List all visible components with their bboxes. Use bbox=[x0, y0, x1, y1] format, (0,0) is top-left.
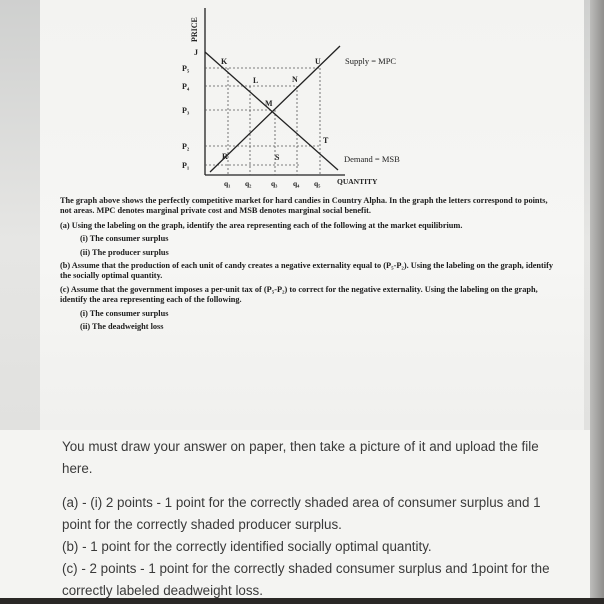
part-a bbox=[60, 221, 560, 231]
part-c-label: (c) bbox=[60, 284, 70, 294]
price-label-p4: P₄ bbox=[182, 82, 190, 91]
part-c-text: Assume that the government imposes a per-unit tax of (P₅-P₂) to correct for the negative externality. Using the labeling on the graph, identify the area representing each of the following. bbox=[60, 284, 538, 305]
price-label-p2: P₂ bbox=[182, 142, 190, 151]
y-axis-label: PRICE bbox=[190, 17, 199, 42]
price-label-p5: P₅ bbox=[182, 64, 190, 73]
part-a-ii: (ii) The producer surplus bbox=[80, 247, 169, 257]
price-label-p1: P₁ bbox=[182, 161, 190, 170]
rubric-part-b: (b) - 1 point for the correctly identified socially optimal quantity. bbox=[62, 539, 432, 554]
instruction-draw-upload: You must draw your answer on paper, then take a picture of it and upload the file here. bbox=[62, 439, 539, 476]
quantity-label-q5: q₅ bbox=[314, 179, 321, 188]
point-label-l: L bbox=[253, 76, 259, 85]
supply-label: Supply = MPC bbox=[345, 56, 397, 66]
point-label-t: T bbox=[323, 136, 329, 145]
part-a-i: (i) The consumer surplus bbox=[80, 234, 169, 244]
point-label-s: S bbox=[275, 153, 280, 162]
part-b bbox=[60, 261, 560, 282]
price-label-p3: P₃ bbox=[182, 106, 190, 115]
point-label-j: J bbox=[194, 48, 198, 57]
point-label-u: U bbox=[315, 57, 321, 66]
quantity-label-q2: q₂ bbox=[245, 179, 252, 188]
upload-instructions bbox=[62, 436, 562, 602]
quantity-label-q1: q₁ bbox=[224, 179, 231, 188]
rubric-part-c: (c) - 2 points - 1 point for the correctly shaded consumer surplus and 1point for the correctly labeled deadweight loss. bbox=[62, 561, 550, 598]
part-c-ii: (ii) The deadweight loss bbox=[80, 322, 164, 332]
point-label-k: K bbox=[221, 57, 228, 66]
supply-demand-graph bbox=[0, 0, 604, 200]
demand-label: Demand = MSB bbox=[344, 154, 400, 164]
point-label-m: M bbox=[265, 99, 273, 108]
point-label-r: R bbox=[222, 152, 228, 161]
rubric-part-a: (a) - (i) 2 points - 1 point for the correctly shaded area of consumer surplus and 1 point for the correctly shaded producer surplus. bbox=[62, 495, 541, 532]
quantity-label-q3: q₃ bbox=[271, 179, 278, 188]
part-b-text: Assume that the production of each unit of candy creates a negative externality equal to (P₅-P₂). Using the labeling on the graph, identify the socially optimal quantity. bbox=[60, 261, 554, 281]
x-axis-label: QUANTITY bbox=[337, 177, 378, 186]
part-b-label: (b) bbox=[60, 261, 71, 271]
part-c-i: (i) The consumer surplus bbox=[80, 308, 169, 318]
problem-intro: The graph above shows the perfectly competitive market for hard candies in Country Alpha. In the graph the letters correspond to points, not areas. MPC denotes marginal private cost and MSB denotes marginal social benefit. bbox=[60, 196, 548, 216]
point-label-n: N bbox=[292, 75, 298, 84]
part-a-text: Using the labeling on the graph, identify the area representing each of the following at the market equilibrium. bbox=[71, 220, 463, 230]
quantity-label-q4: q₄ bbox=[293, 179, 300, 188]
problem-text bbox=[60, 196, 560, 332]
part-a-label: (a) bbox=[60, 220, 70, 230]
part-c bbox=[60, 285, 560, 306]
